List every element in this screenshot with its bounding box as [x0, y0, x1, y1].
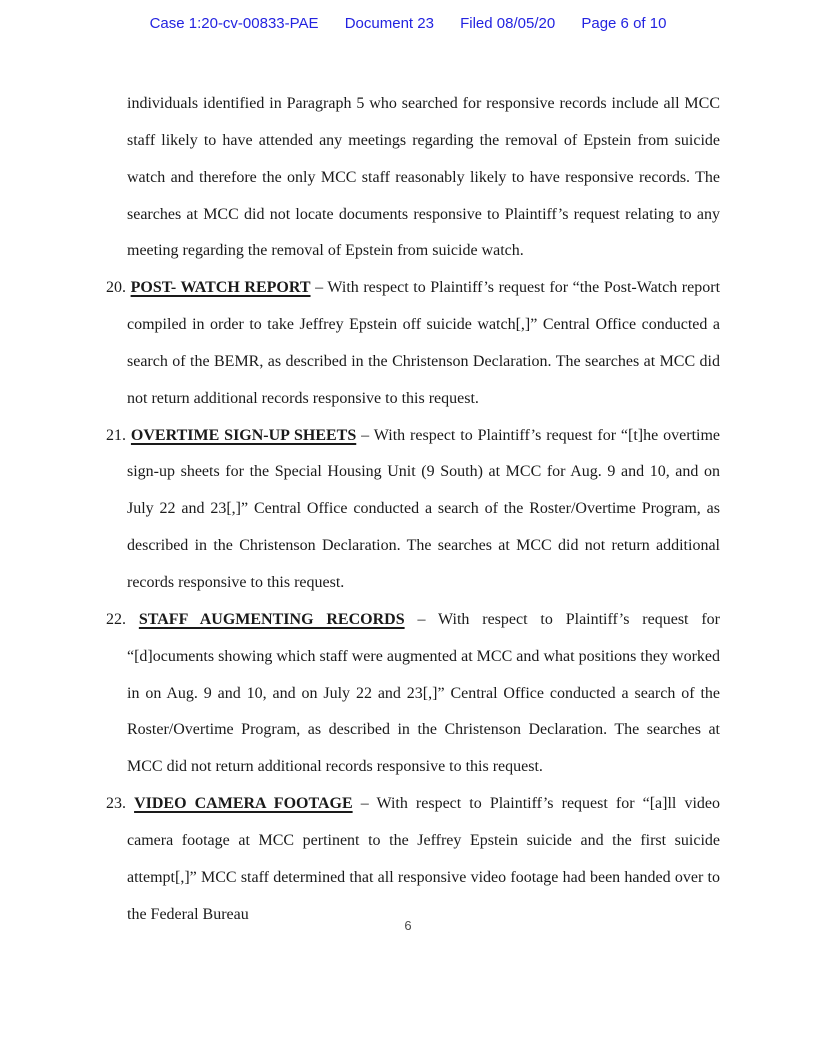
paragraph-20 [106, 270, 721, 417]
paragraph-22 [106, 602, 720, 786]
document-body [106, 86, 721, 933]
paragraph-number: 23. [106, 795, 126, 813]
paragraph-number: 22. [106, 610, 126, 628]
paragraph-23 [106, 786, 720, 933]
paragraph-heading: OVERTIME SIGN-UP SHEETS [130, 426, 357, 444]
paragraph-heading: STAFF AUGMENTING RECORDS [138, 610, 405, 628]
paragraph-21 [106, 418, 721, 602]
paragraph-text: – With respect to Plaintiff’s request for “[a]ll video camera footage at MCC pertinent to the Jeffrey Epstein suicide and the first suicide attempt[,]” MCC staff determined that all responsive video footage had been handed over to the Federal Bureau [127, 795, 720, 923]
paragraph-text: – With respect to Plaintiff’s request for “[t]he overtime sign-up sheets for the Special Housing Unit (9 South) at MCC for Aug. 9 and 10, and on July 22 and 23[,]” Central Office conducted a search of the Roster/Overtime Program, as described in the Christenson Declaration. The searches at MCC did not return additional records responsive to this request. [127, 426, 721, 591]
case-stamp-header [0, 15, 816, 32]
paragraph-continuation [127, 86, 720, 270]
page-number: 6 [404, 918, 412, 933]
paragraph-text: individuals identified in Paragraph 5 who searched for responsive records include all MCC staff likely to have attended any meetings regarding the removal of Epstein from suicide watch and therefore the only MCC staff reasonably likely to have responsive records. The searches at MCC did not locate documents responsive to Plaintiff’s request relating to any meeting regarding the removal of Epstein from suicide watch. [127, 95, 720, 260]
document-number: Document 23 [344, 15, 434, 32]
paragraph-number: 21. [106, 426, 126, 444]
paragraph-heading: POST- WATCH REPORT [130, 279, 311, 297]
filed-date: Filed 08/05/20 [460, 15, 556, 32]
page-indicator: Page 6 of 10 [581, 15, 667, 32]
paragraph-number: 20. [106, 279, 126, 297]
case-number: Case 1:20-cv-00833-PAE [149, 15, 319, 32]
paragraph-heading: VIDEO CAMERA FOOTAGE [134, 795, 353, 813]
paragraph-text: – With respect to Plaintiff’s request for “the Post-Watch report compiled in order to take Jeffrey Epstein off suicide watch[,]” Central Office conducted a search of the BEMR, as described in the Christenson Declaration. The searches at MCC did not return additional records responsive to this request. [127, 279, 721, 407]
paragraph-text: – With respect to Plaintiff’s request for “[d]ocuments showing which staff were augmented at MCC and what positions they worked in on Aug. 9 and 10, and on July 22 and 23[,]” Central Office conducted a search of the Roster/Overtime Program, as described in the Christenson Declaration. The searches at MCC did not return additional records responsive to this request. [127, 610, 720, 776]
